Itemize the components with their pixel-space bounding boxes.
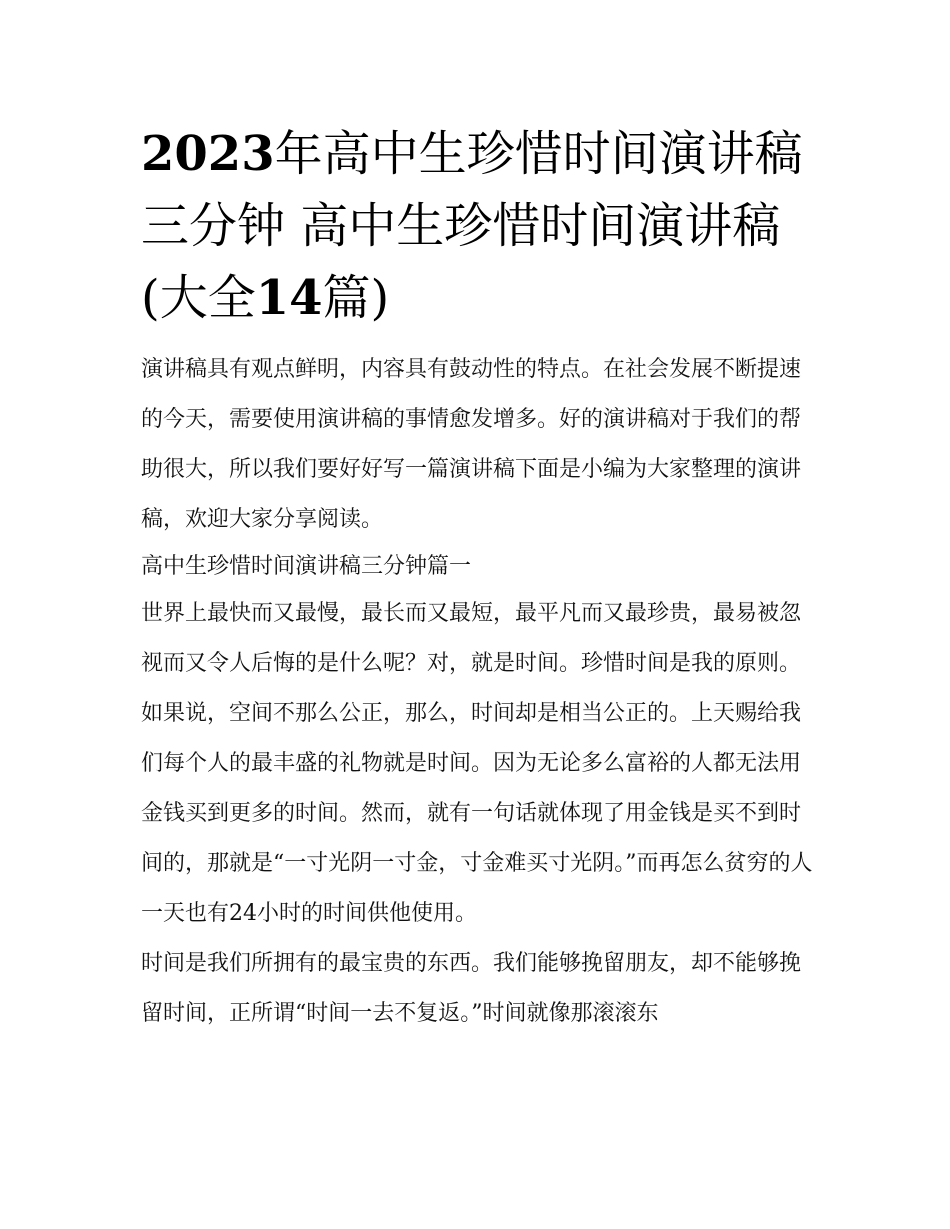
title-suffix: 篇) [322, 270, 390, 326]
intro-paragraph: 演讲稿具有观点鲜明，内容具有鼓动性的特点。在社会发展不断提速的今天，需要使用演讲稿的事情愈发增多。好的演讲稿对于我们的帮助很大，所以我们要好好写一篇演讲稿下面是小编为大家整理的演讲稿，欢迎大家分享阅读。 [141, 357, 802, 532]
section-heading: 高中生珍惜时间演讲稿三分钟篇一 [141, 554, 472, 579]
body-paragraph-1: 世界上最快而又最慢，最长而又最短，最平凡而又最珍贵，最易被忽视而又令人后悔的是什么呢？对，就是时间。珍惜时间是我的原则。如果说，空间不那么公正，那么，时间却是相当公正的。上天赐给我们每个人的最丰盛的礼物就是时间。因为无论多么富裕的人都无法用金钱买到更多的时间。然而，就有一句话就体现了用金钱是买不到时间的，那就是“一寸光阴一寸金，寸金难买寸光阴。”而再怎么贫穷的人一天也有24小时的时间供他使用。 [141, 601, 813, 926]
body-paragraph-2: 时间是我们所拥有的最宝贵的东西。我们能够挽留朋友，却不能够挽留时间，正所谓“时间一去不复返。”时间就像那滚滚东 [141, 951, 802, 1026]
title-main: 年高中生珍惜时间演讲稿三分钟 高中生珍惜时间演讲稿(大全 [141, 126, 803, 326]
document-page [141, 118, 813, 1039]
title-count: 14 [255, 270, 323, 326]
document-title [141, 118, 813, 334]
title-year: 2023 [141, 126, 275, 182]
